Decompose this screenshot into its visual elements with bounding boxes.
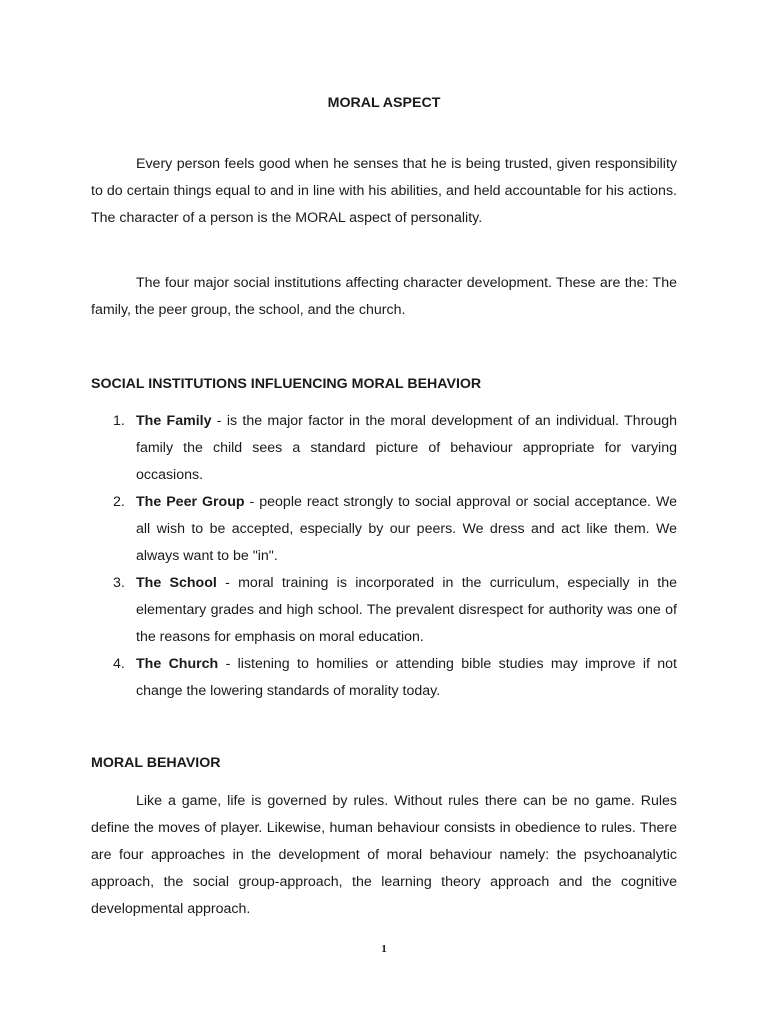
list-item (91, 570, 677, 651)
list-item-body (136, 570, 677, 651)
list-item-term: The Church (136, 656, 219, 672)
list-item-term: The Family (136, 413, 212, 429)
list-item (91, 489, 677, 570)
list-item-text: - is the major factor in the moral development of an individual. Through family the child sees a standard picture of behaviour appropriate for varying occasions. (136, 413, 677, 483)
list-item-number: 3. (113, 575, 125, 591)
list-item-number: 4. (113, 656, 125, 672)
list-item-number: 1. (113, 413, 125, 429)
intro-paragraph-1-text: Every person feels good when he senses that he is being trusted, given responsibility to do certain things equal to and in line with his abilities, and held accountable for his actions. The character of a person is the MORAL aspect of personality. (91, 156, 677, 226)
list-item-body (136, 489, 677, 570)
list-item-term: The School (136, 575, 217, 591)
list-item-text: - listening to homilies or attending bible studies may improve if not change the lowering standards of morality today. (136, 656, 678, 699)
list-item-text: - moral training is incorporated in the curriculum, especially in the elementary grades and high school. The prevalent disrespect for authority was one of the reasons for emphasis on moral education. (136, 575, 677, 645)
intro-paragraph-1 (91, 151, 677, 232)
list-item (91, 408, 677, 489)
moral-behavior-paragraph-text: Like a game, life is governed by rules. Without rules there can be no game. Rules define the moves of player. Likewise, human behaviour consists in obedience to rules. There are four approaches in the development of moral behaviour namely: the psychoanalytic approach, the social group-approach, the learning theory approach and the cognitive developmental approach. (91, 793, 677, 917)
document-title: MORAL ASPECT (327, 95, 441, 111)
page-number: 1 (381, 943, 387, 955)
section-heading-moral-behavior: MORAL BEHAVIOR (91, 755, 221, 771)
intro-paragraph-2-text: The four major social institutions affecting character development. These are the: The family, the peer group, the school, and the church. (91, 275, 677, 318)
moral-behavior-paragraph (91, 788, 677, 923)
list-item-body (136, 651, 677, 705)
list-item-body (136, 408, 677, 489)
section-heading-social-institutions: SOCIAL INSTITUTIONS INFLUENCING MORAL BEHAVIOR (91, 376, 482, 392)
list-item (91, 651, 677, 705)
list-item-number: 2. (113, 494, 125, 510)
institutions-list (91, 408, 677, 705)
intro-paragraph-2 (91, 270, 677, 324)
list-item-term: The Peer Group (136, 494, 245, 510)
list-item-text: - people react strongly to social approval or social acceptance. We all wish to be accepted, especially by our peers. We dress and act like them. We always want to be "in". (136, 494, 677, 564)
